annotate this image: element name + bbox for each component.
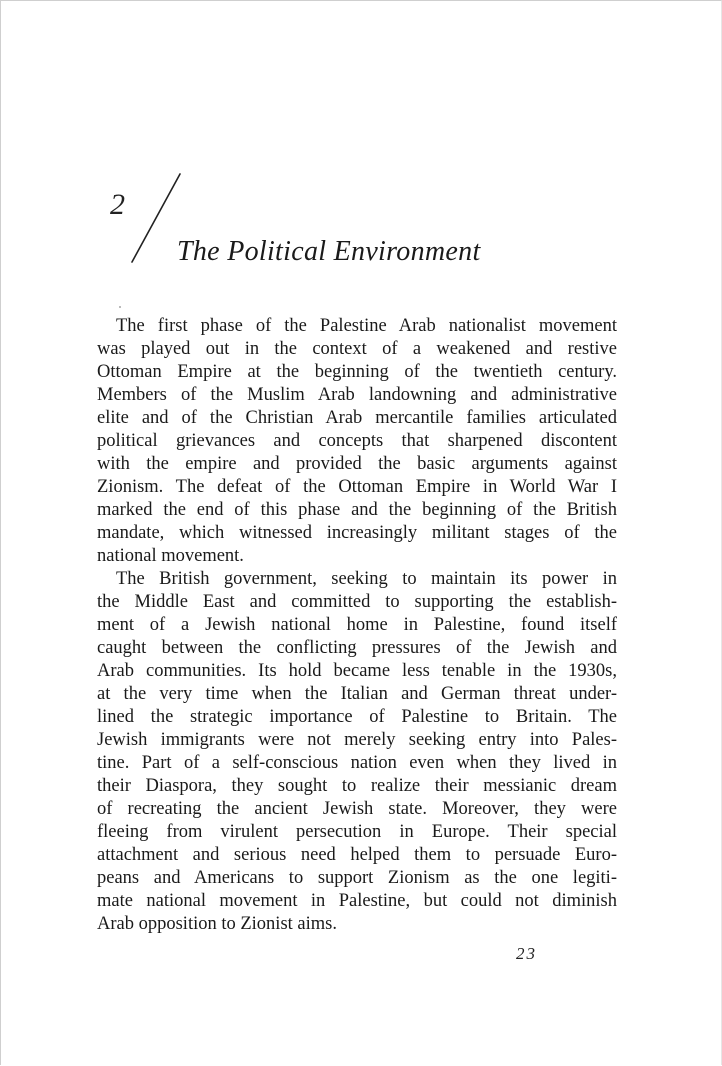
paragraph-2-line: tine. Part of a self-conscious nation even when they lived in [97,753,617,773]
paragraph-1-line: marked the end of this phase and the beginning of the British [97,500,617,520]
paragraph-2-line: fleeing from virulent persecution in Europe. Their special [97,822,617,842]
paragraph-1-line: elite and of the Christian Arab mercantile families articulated [97,408,617,428]
paragraph-1-line: national movement. [97,546,244,566]
paragraph-1-line: with the empire and provided the basic arguments against [97,454,617,474]
paragraph-1-line: The first phase of the Palestine Arab nationalist movement [116,316,617,336]
paragraph-1-line: Members of the Muslim Arab landowning and administrative [97,385,617,405]
paragraph-2-line: of recreating the ancient Jewish state. Moreover, they were [97,799,617,819]
paragraph-2-line: their Diaspora, they sought to realize their messianic dream [97,776,617,796]
paragraph-2-line: attachment and serious need helped them to persuade Euro- [97,845,617,865]
paragraph-2-line: ment of a Jewish national home in Palestine, found itself [97,615,617,635]
paragraph-2-line: Jewish immigrants were not merely seeking entry into Pales- [97,730,617,750]
paragraph-2-line: the Middle East and committed to supporting the establish- [97,592,617,612]
chapter-number: 2 [110,188,125,221]
paragraph-2-line: Arab opposition to Zionist aims. [97,914,337,934]
paragraph-2-line: mate national movement in Palestine, but could not diminish [97,891,617,911]
paragraph-2-line: Arab communities. Its hold became less tenable in the 1930s, [97,661,617,681]
paragraph-2-line: peans and Americans to support Zionism as the one legiti- [97,868,617,888]
paragraph-2-line: at the very time when the Italian and German threat under- [97,684,617,704]
paragraph-1-line: Zionism. The defeat of the Ottoman Empire in World War I [97,477,617,497]
paragraph-2-line: lined the strategic importance of Palestine to Britain. The [97,707,617,727]
paragraph-1-line: Ottoman Empire at the beginning of the twentieth century. [97,362,617,382]
paragraph-2-line: caught between the conflicting pressures of the Jewish and [97,638,617,658]
paragraph-1-line: political grievances and concepts that sharpened discontent [97,431,617,451]
paragraph-2-line: The British government, seeking to maintain its power in [116,569,617,589]
paragraph-1-line: mandate, which witnessed increasingly militant stages of the [97,523,617,543]
body-text [97,315,617,936]
chapter-title: The Political Environment [177,236,481,267]
page-number: 23 [516,944,537,963]
print-speck [119,306,121,308]
paragraph-1-line: was played out in the context of a weakened and restive [97,339,617,359]
